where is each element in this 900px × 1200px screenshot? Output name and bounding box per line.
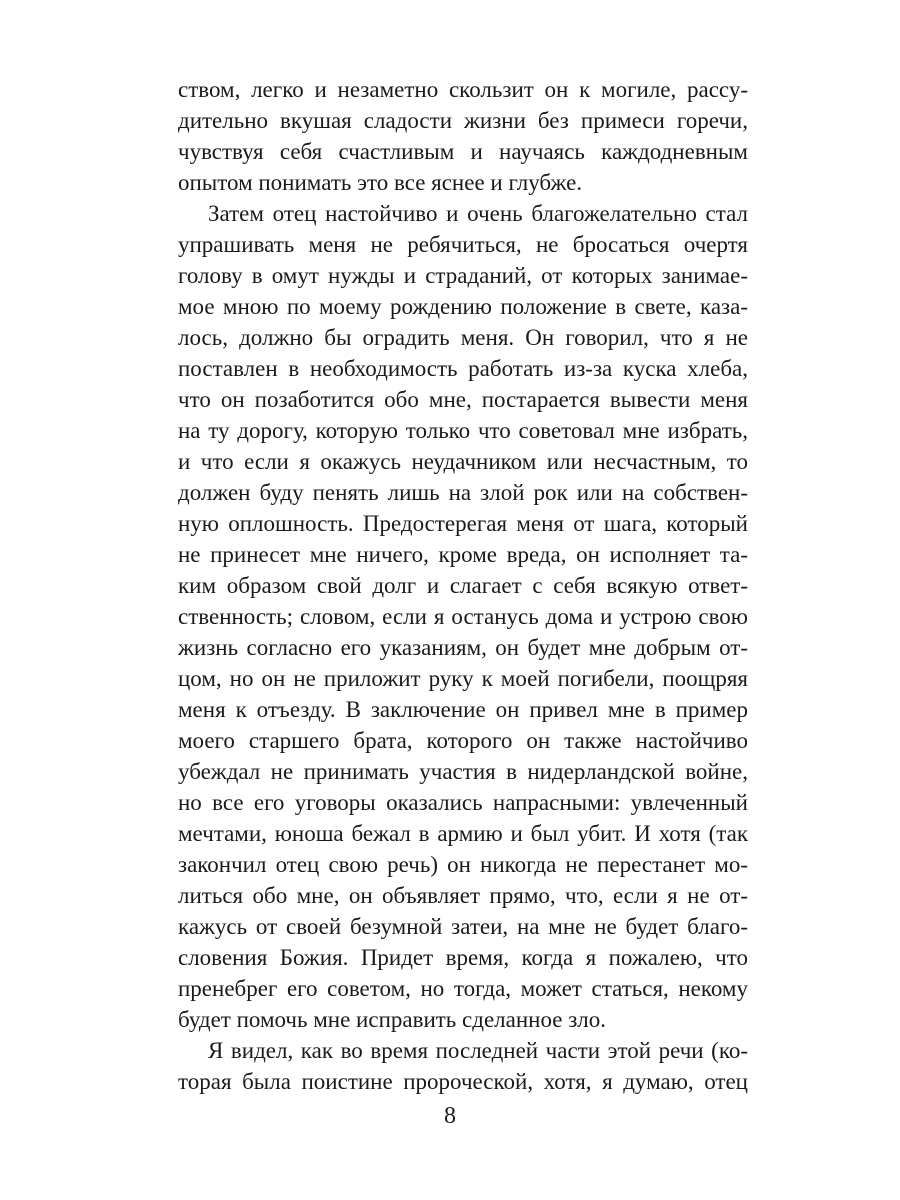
text-line: поставлен в необходимость работать из-за куска хлеба, (178, 356, 748, 381)
text-line: упрашивать меня не ребячиться, не бросаться очертя (178, 232, 748, 257)
text-line: торая была поистине пророческой, хотя, я думаю, отец (178, 1069, 748, 1094)
text-line: моего старшего брата, которого он также настойчиво (178, 728, 748, 753)
text-line: убеждал не принимать участия в нидерландской войне, (178, 759, 748, 784)
text-line: закончил отец свою речь) он никогда не перестанет мо- (178, 852, 748, 877)
text-line: и что если я окажусь неудачником или несчастным, то (178, 449, 748, 474)
page-number: 8 (444, 1103, 456, 1129)
text-line: мечтами, юноша бежал в армию и был убит. И хотя (так (178, 821, 748, 846)
text-line: лось, должно бы оградить меня. Он говорил, что я не (178, 325, 748, 350)
text-line: не принесет мне ничего, кроме вреда, он исполняет та- (178, 542, 748, 567)
text-line: словения Божия. Придет время, когда я пожалею, что (178, 945, 748, 970)
text-line: меня к отъезду. В заключение он привел мне в пример (178, 697, 748, 722)
page-body-text (178, 74, 748, 1097)
text-line: на ту дорогу, которую только что советовал мне избрать, (178, 418, 748, 443)
text-line: пренебрег его советом, но тогда, может статься, некому (178, 976, 748, 1001)
text-line: кажусь от своей безумной затеи, на мне не будет благо- (178, 914, 748, 939)
text-line: Затем отец настойчиво и очень благожелательно стал (208, 201, 748, 226)
text-line: ную оплошность. Предостерегая меня от шага, который (178, 511, 748, 536)
text-line: ственность; словом, если я останусь дома и устрою свою (178, 604, 748, 629)
text-line: жизнь согласно его указаниям, он будет мне добрым от- (178, 635, 748, 660)
text-line: но все его уговоры оказались напрасными: увлеченный (178, 790, 748, 815)
text-line: цом, но он не приложит руку к моей погибели, поощряя (178, 666, 748, 691)
text-line: чувствуя себя счастливым и научаясь каждодневным (178, 139, 748, 164)
text-line: ким образом свой долг и слагает с себя всякую ответ- (178, 573, 748, 598)
text-line: литься обо мне, он объявляет прямо, что, если я не от- (178, 883, 748, 908)
text-line: голову в омут нужды и страданий, от которых занимае- (178, 263, 748, 288)
text-line: должен буду пенять лишь на злой рок или на собствен- (178, 480, 748, 505)
text-line: ством, легко и незаметно скользит он к могиле, рассу- (178, 77, 748, 102)
text-line: будет помочь мне исправить сделанное зло. (178, 1007, 607, 1032)
text-line: дительно вкушая сладости жизни без примеси горечи, (178, 108, 748, 133)
text-line: что он позаботится обо мне, постарается вывести меня (178, 387, 748, 412)
text-line: Я видел, как во время последней части этой речи (ко- (208, 1038, 748, 1063)
text-line: опытом понимать это все яснее и глубже. (178, 170, 583, 195)
text-line: мое мною по моему рождению положение в свете, каза- (178, 294, 748, 319)
